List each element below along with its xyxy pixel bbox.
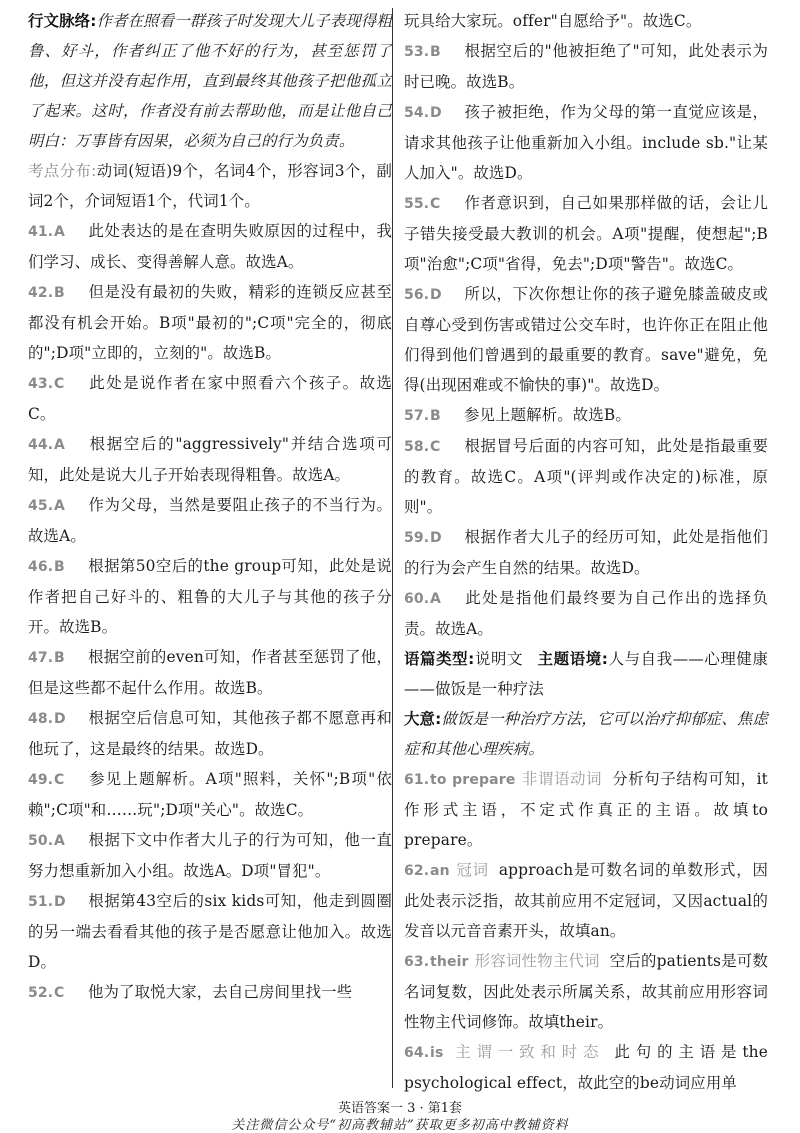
answer-item: 60.A 此处是指他们最终要为自己作出的选择负责。故选A。 bbox=[404, 589, 768, 638]
answer-item: 42.B 但是没有最初的失败，精彩的连锁反应甚至都没有机会开始。B项"最初的";C项"完全的，彻底的";D项"立即的，立刻的"。故选B。 bbox=[28, 283, 392, 362]
answer-continuation: 玩具给大家玩。offer"自愿给予"。故选C。 bbox=[404, 12, 702, 30]
column-divider bbox=[392, 8, 393, 1088]
theme-label: 主题语境: bbox=[537, 650, 609, 668]
answer-item: 47.B 根据空前的even可知，作者甚至惩罚了他，但是这些都不起什么作用。故选B。 bbox=[28, 648, 392, 697]
fill-item: 61.to prepare 非谓语动词 分析句子结构可知，it作形式主语，不定式作真正的主语。故填to prepare。 bbox=[404, 770, 768, 849]
answer-item: 50.A 根据下文中作者大儿子的行为可知，他一直努力想重新加入小组。故选A。D项"冒犯"。 bbox=[28, 831, 392, 880]
answer-item: 53.B 根据空后的"他被拒绝了"可知，此处表示为时已晚。故选B。 bbox=[404, 42, 768, 91]
answer-item: 56.D 所以，下次你想让你的孩子避免膝盖破皮或自尊心受到伤害或错过公交车时，也许你正在阻止他们得到他们曾遇到的最重要的教育。save"避免，免得(出现困难或不愉快的事)"。故选D。 bbox=[404, 285, 768, 394]
summary-text: 做饭是一种治疗方法，它可以治疗抑郁症、焦虑症和其他心理疾病。 bbox=[404, 710, 769, 758]
footer-notice: 关注微信公众号“初高教辅站”获取更多初高中教辅资料 bbox=[231, 1118, 569, 1133]
passage-flow-label: 行文脉络: bbox=[28, 12, 97, 30]
answer-list-left bbox=[28, 216, 392, 1008]
answer-item: 58.C 根据冒号后面的内容可知，此处是指最重要的教育。故选C。A项"(评判或作决定的)标准，原则"。 bbox=[404, 437, 768, 516]
answer-item: 54.D 孩子被拒绝，作为父母的第一直觉应该是，请求其他孩子让他重新加入小组。include sb."让某人加入"。故选D。 bbox=[404, 103, 768, 182]
answer-item: 52.C 他为了取悦大家，去自己房间里找一些 bbox=[28, 983, 353, 1001]
fill-item: 62.an 冠词 approach是可数名词的单数形式，因此处表示泛指，故其前应用不定冠词，又因actual的发音以元音音素开头，故填an。 bbox=[404, 861, 768, 940]
answer-item: 46.B 根据第50空后的the group可知，此处是说作者把自己好斗的、粗鲁的大儿子与其他的孩子分开。故选B。 bbox=[28, 557, 392, 636]
answer-item: 43.C 此处是说作者在家中照看六个孩子。故选C。 bbox=[28, 374, 392, 423]
passage-flow bbox=[28, 6, 392, 156]
test-point-distribution bbox=[28, 156, 392, 216]
answer-item: 51.D 根据第43空后的six kids可知，他走到圆圈的另一端去看看其他的孩子是否愿意让他加入。故选D。 bbox=[28, 892, 392, 971]
distribution-text: 动词(短语)9个，名词4个，形容词3个，副词2个，介词短语1个，代词1个。 bbox=[28, 162, 392, 210]
summary bbox=[404, 704, 768, 764]
passage-flow-text: 作者在照看一群孩子时发现大儿子表现得粗鲁、好斗，作者纠正了他不好的行为，甚至惩罚了他，但这并没有起作用，直到最终其他孩子把他孤立了起来。这时，作者没有前去帮助他，而是让他自己明白：万事皆有因果，必须为自己的行为负责。 bbox=[28, 12, 392, 150]
genre-theme bbox=[404, 644, 768, 704]
right-column bbox=[404, 6, 768, 1098]
genre-label: 语篇类型: bbox=[404, 650, 475, 668]
genre-value: 说明文 bbox=[474, 650, 524, 668]
answer-item: 41.A 此处表达的是在查明失败原因的过程中，我们学习、成长、变得善解人意。故选A。 bbox=[28, 222, 392, 271]
distribution-label: 考点分布: bbox=[28, 162, 97, 180]
answer-item: 49.C 参见上题解析。A项"照料，关怀";B项"依赖";C项"和……玩";D项"关心"。故选C。 bbox=[28, 770, 392, 819]
page-footer-label: 英语答案一 3 · 第1套 bbox=[337, 1101, 463, 1116]
answer-item: 44.A 根据空后的"aggressively"并结合选项可知，此处是说大儿子开始表现得粗鲁。故选A。 bbox=[28, 435, 392, 484]
answer-item: 59.D 根据作者大儿子的经历可知，此处是指他们的行为会产生自然的结果。故选D。 bbox=[404, 528, 768, 577]
answer-item: 45.A 作为父母，当然是要阻止孩子的不当行为。故选A。 bbox=[28, 496, 392, 545]
answer-item: 57.B 参见上题解析。故选B。 bbox=[404, 406, 631, 424]
summary-label: 大意: bbox=[404, 710, 442, 728]
answer-item: 55.C 作者意识到，自己如果那样做的话，会让儿子错失接受最大教训的机会。A项"提醒，使想起";B项"治愈";C项"省得，免去";D项"警告"。故选C。 bbox=[404, 194, 768, 273]
left-column bbox=[28, 6, 392, 1008]
fill-answer-list bbox=[404, 764, 768, 1098]
theme-value: 人与自我——心理健康——做饭是一种疗法 bbox=[404, 650, 769, 698]
answer-list-right bbox=[404, 36, 768, 644]
fill-item: 64.is 主谓一致和时态 此句的主语是the psychological effect，故此空的be动词应用单 bbox=[404, 1043, 768, 1092]
fill-item: 63.their 形容词性物主代词 空后的patients是可数名词复数，因此处表示所属关系，故其前应用形容词性物主代词修饰。故填their。 bbox=[404, 952, 768, 1031]
answer-item: 48.D 根据空后信息可知，其他孩子都不愿意再和他玩了，这是最终的结果。故选D。 bbox=[28, 709, 392, 758]
